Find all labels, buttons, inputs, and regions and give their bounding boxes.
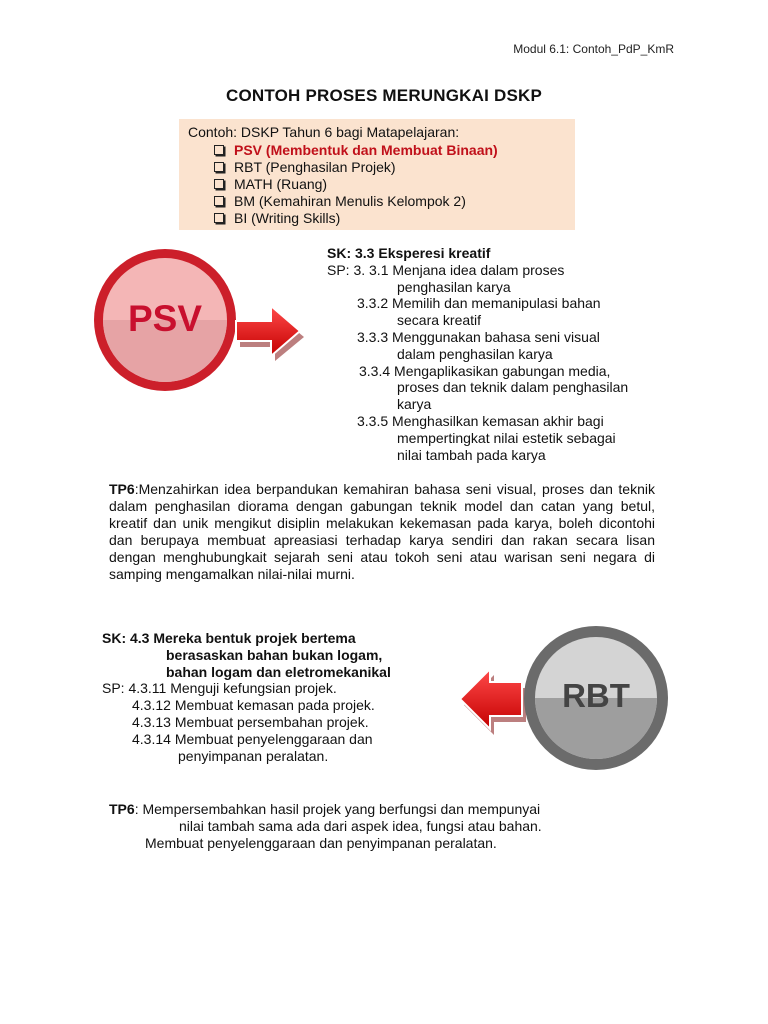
rbt-tp6-line: nilai tambah sama ada dari aspek idea, fungsi atau bahan. (179, 818, 542, 834)
subject-list (188, 142, 566, 227)
rbt-graphic (452, 622, 682, 782)
psv-sp-line: 3.3.5 Menghasilkan kemasan akhir bagi (357, 412, 604, 429)
psv-sp-line: mempertingkat nilai estetik sebagai (397, 429, 616, 446)
rbt-tp6-line: Membuat penyelenggaraan dan penyimpanan peralatan. (145, 835, 497, 851)
subject-list-box (179, 119, 575, 230)
subject-item-label: BM (Kemahiran Menulis Kelompok 2) (234, 193, 466, 209)
subject-item-rbt (212, 159, 566, 176)
rbt-sp-line: 4.3.14 Membuat penyelenggaraan dan (132, 730, 373, 747)
psv-sp-line: 3.3.2 Memilih dan memanipulasi bahan (357, 295, 601, 312)
checkbox-icon (214, 145, 224, 155)
rbt-tp6-text: : Mempersembahkan hasil projek yang berfungsi dan mempunyai (134, 801, 541, 817)
rbt-label: RBT (562, 677, 630, 714)
psv-sp-line: proses dan teknik dalam penghasilan (397, 379, 629, 396)
subject-item-bi (212, 210, 566, 227)
subject-item-bm (212, 193, 566, 210)
rbt-sk-line: berasaskan bahan bukan logam, (166, 646, 383, 663)
psv-sp-line: dalam penghasilan karya (397, 345, 553, 362)
checkbox-icon (214, 196, 224, 206)
psv-label: PSV (127, 298, 203, 339)
rbt-sk-block (102, 630, 391, 764)
right-arrow-icon (236, 306, 300, 356)
checkbox-icon (214, 213, 224, 223)
rbt-sk-line: bahan logam dan eletromekanikal (166, 663, 391, 680)
rbt-sp-line: 4.3.12 Membuat kemasan pada projek. (132, 697, 375, 714)
psv-sk-block (327, 245, 628, 463)
psv-tp6-label: TP6 (109, 481, 135, 497)
checkbox-icon (214, 179, 224, 189)
psv-sp-line: secara kreatif (397, 312, 482, 329)
page-header-ref: Modul 6.1: Contoh_PdP_KmR (513, 42, 674, 56)
rbt-sp-line: 4.3.13 Membuat persembahan projek. (132, 713, 369, 730)
rbt-tp6-line (109, 801, 542, 818)
psv-sk-title: SK: 3.3 Eksperesi kreatif (327, 245, 491, 261)
subject-item-label: PSV (Membentuk dan Membuat Binaan) (234, 142, 498, 158)
subject-item-label: MATH (Ruang) (234, 176, 328, 192)
psv-sp-line: nilai tambah pada karya (397, 446, 546, 463)
subject-item-psv (212, 142, 566, 159)
psv-tp6-paragraph (109, 481, 655, 583)
checkbox-icon (214, 162, 224, 172)
subject-item-math (212, 176, 566, 193)
page-title: CONTOH PROSES MERUNGKAI DSKP (225, 86, 543, 105)
subject-item-label: RBT (Penghasilan Projek) (234, 159, 396, 175)
psv-sp-line: SP: 3. 3.1 Menjana idea dalam proses (327, 261, 565, 278)
psv-sp-line: penghasilan karya (397, 278, 511, 295)
subject-item-label: BI (Writing Skills) (234, 210, 341, 226)
psv-sp-line: karya (397, 396, 432, 413)
rbt-sp-line: penyimpanan peralatan. (178, 747, 329, 764)
psv-sp-line: 3.3.3 Menggunakan bahasa seni visual (357, 328, 600, 345)
psv-tp6-text: :Menzahirkan idea berpandukan kemahiran bahasa seni visual, proses dan teknik dalam penghasilan diorama dengan gabungan teknik model dan catan yang betul, kreatif dan unik mengikut disiplin melakukan kekemasan pada karya, boleh dicontohi dan berupaya membuat apreasiasi terhadap karya sendiri dan rakan secara lisan dengan menghubungkait sejarah seni atau tokoh seni atau warisan seni negara di samping mengamalkan nilai-nilai murni. (109, 481, 655, 582)
rbt-sp-line: SP: 4.3.11 Menguji kefungsian projek. (102, 680, 337, 697)
psv-sp-line: 3.3.4 Mengaplikasikan gabungan media, (359, 362, 611, 379)
psv-graphic (80, 236, 320, 406)
rbt-tp6-label: TP6 (109, 801, 135, 817)
rbt-tp6-block (109, 801, 542, 852)
rbt-sk-line: SK: 4.3 Mereka bentuk projek bertema (102, 630, 356, 646)
subject-list-intro: Contoh: DSKP Tahun 6 bagi Matapelajaran: (188, 124, 460, 140)
